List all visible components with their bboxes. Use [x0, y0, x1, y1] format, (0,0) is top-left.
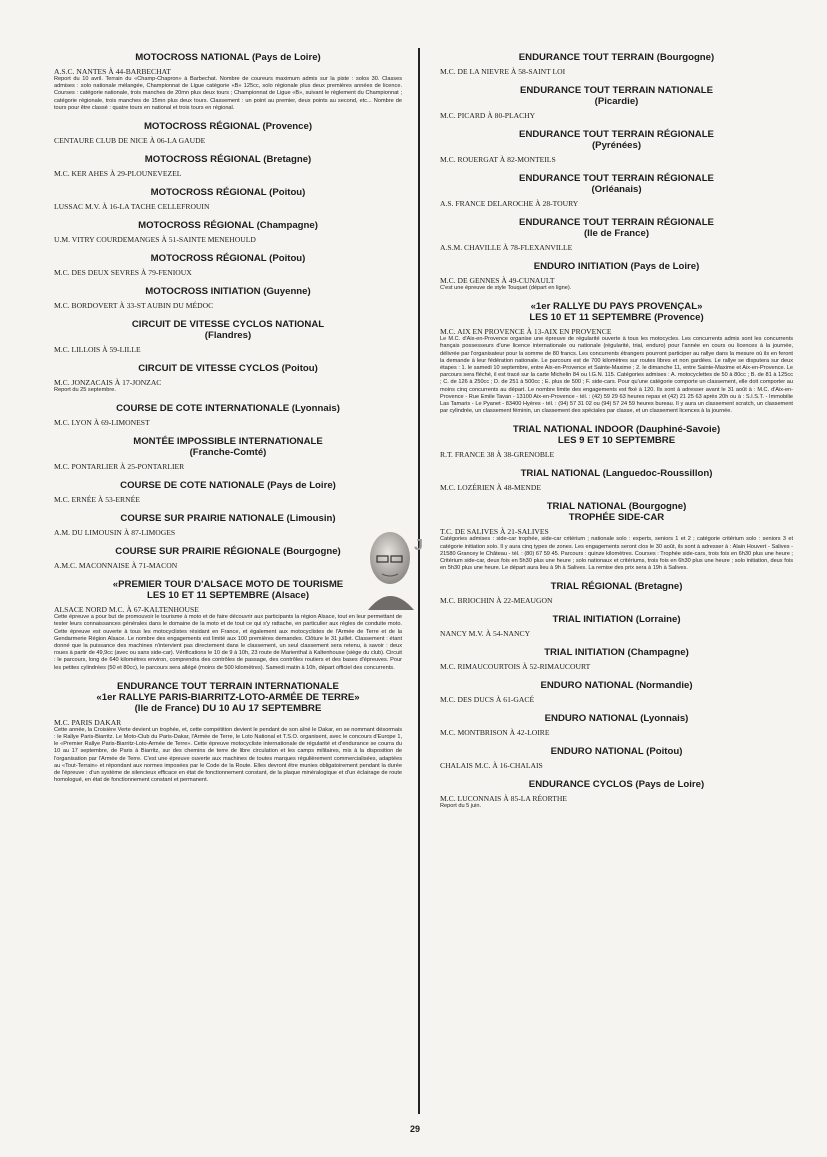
event-title [440, 680, 793, 691]
event-title [440, 129, 793, 151]
organizer-club: ALSACE NORD M.C. À 67-KALTENHOUSE [54, 605, 199, 615]
event-title-text: MOTOCROSS RÉGIONAL (Poitou) [150, 187, 306, 199]
event-entry [54, 546, 402, 570]
event-entry [54, 154, 402, 178]
event-entry [440, 217, 793, 252]
event-entry [440, 680, 793, 704]
event-title [54, 403, 402, 414]
event-title [54, 286, 402, 297]
event-subtitle: LES 9 ET 10 SEPTEMBRE [557, 435, 676, 447]
event-title [54, 187, 402, 198]
event-description: Cette épreuve a pour but de promouvoir le tourisme à moto et de faire découvrir aux participants la région Alsace, tout en leur permettant de tester leurs connaissances générales dans le domaine de la moto et de tout ce qui s'y rattache, en particulier aux règles de conduite moto. Cette épreuve est ouverte à tous les motocyclistes résidant en France, et également aux motocyclistes de l'Armée de Terre et de la Gendarmerie Région Alsace. Le nombre des engagements est limité aux 100 premières demandes. Clôture le 31 juillet. Classement : étant donné que la puissance des machines n'intervient pas directement dans le classement, un seul classement sera retenu, à savoir : deux roues à partir de 49,9cc (avec ou sans side-car). Vérifications le 10 de 9 à 10h, 23 route de Marienthal à Kaltenhouse (siège du club). Circuit : le parcours, long de 640 kilomètres environ, comprendra des contrôles de passage, des contrôles routiers et des bases d'épreuves. Pour les petites cylindrées (50 et 80cc), le parcours sera allégé (moins de 500 kilomètres). Samedi matin à 10h, départ officiel des concurrents. [54, 614, 402, 671]
organizer-club: M.C. PARIS DAKAR [54, 717, 122, 727]
event-title [440, 261, 793, 272]
event-title-text: MOTOCROSS RÉGIONAL (Champagne) [138, 220, 318, 232]
event-entry [54, 121, 402, 145]
event-subtitle: (Picardie) [594, 96, 639, 107]
event-subtitle: (Pyrénées) [591, 140, 642, 151]
event-title [54, 579, 402, 601]
event-entry [54, 681, 402, 785]
organizer-club: LUSSAC M.V. À 16-LA TACHE CELLEFROUIN [54, 202, 210, 212]
event-title-text: ENDURANCE TOUT TERRAIN RÉGIONALE [519, 173, 714, 184]
portrait-photo [360, 520, 432, 620]
event-entry [54, 187, 402, 211]
organizer-club: M.C. JONZACAIS À 17-JONZAC [54, 378, 162, 388]
event-title [440, 217, 793, 239]
event-entry [440, 261, 793, 292]
organizer-club: A.S. FRANCE DELAROCHE À 28-TOURY [440, 199, 579, 208]
organizer-club: M.C. DE LA NIEVRE À 58-SAINT LOI [440, 67, 566, 76]
organizer-club: M.C. DES DUCS À 61-GACÉ [440, 695, 535, 705]
organizer-club: NANCY M.V. À 54-NANCY [440, 629, 531, 639]
event-title [440, 501, 793, 523]
left-column [54, 52, 402, 793]
event-title-text: ENDURO NATIONAL (Poitou) [550, 746, 683, 758]
event-title-text: TRIAL NATIONAL INDOOR (Dauphiné-Savoie) [512, 424, 721, 436]
organizer-club: CENTAURE CLUB DE NICE À 06-LA GAUDE [54, 136, 206, 146]
event-subtitle: TROPHÉE SIDE-CAR [568, 512, 665, 524]
organizer-club: M.C. MONTBRISON À 42-LOIRE [440, 728, 550, 738]
event-description: Report du 10 avril. Terrain du «Champ-Chapron» à Barbechat. Nombre de coureurs maximum admis sur la piste : solos 30. Classes admises : solo nationale mélangée, Championnat de Ligue catégorie «B» 125cc, solo régionale plus deux premières années de licence. Courses : catégorie nationale, trois manches de 20mn plus deux tours ; Championnat de Ligue «B», suivant le règlement du Championnat ; catégorie régionale, trois manches de 15mn plus deux tours. Classement : un point au premier, deux points au second, etc... Nombre de tours pour être classé : quatre tours en national et trois tours en régional. [54, 76, 402, 111]
event-title-text: MOTOCROSS NATIONAL (Pays de Loire) [135, 52, 321, 63]
organizer-club: M.C. PONTARLIER À 25-PONTARLIER [54, 462, 185, 472]
event-title-text: CIRCUIT DE VITESSE CYCLOS (Poitou) [138, 363, 318, 375]
event-entry [440, 468, 793, 492]
event-subtitle: LES 10 ET 11 SEPTEMBRE (Provence) [529, 312, 704, 324]
event-entry [440, 85, 793, 120]
event-description: C'est une épreuve de style Touquet (départ en ligne). [440, 285, 572, 291]
event-title-text: ENDURANCE CYCLOS (Pays de Loire) [528, 779, 705, 791]
organizer-club: M.C. DE GENNES À 49-CUNAULT [440, 276, 555, 285]
event-entry [54, 513, 402, 537]
organizer-club: A.S.M. CHAVILLE À 78-FLEXANVILLE [440, 243, 573, 252]
event-title-text: ENDURANCE TOUT TERRAIN INTERNATIONALE [117, 680, 339, 692]
event-title-text: MOTOCROSS RÉGIONAL (Provence) [143, 121, 313, 133]
event-title-text: ENDURANCE TOUT TERRAIN NATIONALE [519, 85, 714, 96]
event-description: Cette année, la Croisière Verte devient un trophée, et, cette compétition devient le pendant de son aîné le Dakar, en se nommant désormais : le Rallye Paris-Biarritz. Le Moto-Club du Paris-Dakar, l'Armée de Terre, le Loto National et T.S.O. organisent, avec le concours d'Europe 1, le «Premier Rallye Paris-Biarritz-Loto-Armée de Terre». Cette épreuve motocycliste internationale de régularité et d'endurance se courra du 10 au 17 septembre, de Paris à Biarritz, sur des chemins de terre de libre circulation et les camps militaires, mis à la disposition de l'organisation par l'Armée de Terre. C'est une épreuve ouverte aux machines de toutes marques régulièrement commercialisées, adaptées au «Tout-Terrain» et répondant aux normes imposées par le Code de la Route. Elles devront être munies obligatoirement pendant la durée de l'épreuve : d'un système de silencieux efficace en état de fonctionnement constant, de la plaque minéralogique et d'un éclairage de route homologué, en état de fonctionnement constant et permanent. [54, 726, 402, 784]
organizer-club: M.C. AIX EN PROVENCE À 13-AIX EN PROVENCE [440, 327, 612, 337]
organizer-club: M.C. LYON À 69-LIMONEST [54, 418, 150, 428]
event-entry [440, 713, 793, 737]
event-title [54, 681, 402, 714]
event-title-text: ENDURANCE TOUT TERRAIN RÉGIONALE [519, 217, 714, 228]
organizer-club: A.M. DU LIMOUSIN À 87-LIMOGES [54, 528, 176, 538]
organizer-club: M.C. LUCONNAIS À 85-LA RÉORTHE [440, 794, 567, 804]
organizer-club: M.C. BRIOCHIN À 22-MEAUGON [440, 596, 553, 606]
event-title [440, 301, 793, 323]
event-title [440, 746, 793, 757]
event-subtitle: (Franche-Comté) [189, 447, 267, 459]
event-title [54, 480, 402, 491]
organizer-club: M.C. ERNÉE À 53-ERNÉE [54, 495, 140, 505]
event-title [54, 253, 402, 264]
event-entry [54, 286, 402, 310]
organizer-club: U.M. VITRY COURDEMANGES À 51-SAINTE MENEHOULD [54, 235, 256, 245]
event-title-text: ENDURANCE TOUT TERRAIN (Bourgogne) [518, 52, 715, 63]
organizer-club: M.C. LILLOIS À 59-LILLE [54, 345, 141, 355]
organizer-club: M.C. KER AHES À 29-PLOUNEVEZEL [54, 169, 182, 179]
event-title [54, 319, 402, 341]
event-title-text: «PREMIER TOUR D'ALSACE MOTO DE TOURISME [112, 579, 344, 591]
event-title [440, 713, 793, 724]
event-title [440, 424, 793, 446]
event-subtitle: (Orléanais) [591, 184, 642, 195]
event-subtitle: (Flandres) [204, 330, 252, 342]
organizer-club: M.C. RIMAUCOURTOIS À 52-RIMAUCOURT [440, 662, 591, 672]
event-entry [440, 424, 793, 459]
event-title [54, 363, 402, 374]
event-entry [54, 253, 402, 277]
event-entry [440, 173, 793, 208]
event-title [440, 581, 793, 592]
event-subtitle: «1er RALLYE PARIS-BIARRITZ-LOTO-ARMÉE DE TERRE» [96, 691, 360, 703]
event-entry [54, 220, 402, 244]
right-column [440, 52, 793, 820]
event-title-text: COURSE SUR PRAIRIE RÉGIONALE (Bourgogne) [115, 546, 341, 558]
event-entry [54, 319, 402, 354]
event-entry [440, 501, 793, 572]
event-title-text: TRIAL INITIATION (Champagne) [544, 647, 689, 659]
page-number: 29 [409, 1124, 420, 1134]
event-title-text: ENDURO NATIONAL (Normandie) [540, 680, 693, 692]
event-entry [54, 403, 402, 427]
event-title-text: MONTÉE IMPOSSIBLE INTERNATIONALE [133, 436, 323, 448]
event-entry [440, 129, 793, 164]
event-title-text: ENDURO INITIATION (Pays de Loire) [533, 261, 700, 272]
svg-text:J: J [414, 537, 423, 554]
organizer-club: A.S.C. NANTES À 44-BARBECHAT [54, 67, 171, 76]
event-title-text: TRIAL INITIATION (Lorraine) [552, 614, 681, 626]
event-title [440, 647, 793, 658]
event-entry [54, 52, 402, 112]
event-entry [440, 52, 793, 76]
event-entry [54, 363, 402, 394]
event-description: Le M.C. d'Aix-en-Provence organise une épreuve de régularité ouverte à tous les motocycles. Les concurrents admis sont les concurrents français possesseurs d'une licence internationale ou nationale (régularité, trial, enduro) pour l'année en cours ou licences à la journée, délivrée par l'organisateur pour la somme de 80 francs. Les concurrents étrangers pourront participer au rallye dans la mesure où ils en feront la demande à leur fédération nationale. Le parcours est de 700 kilomètres sur routes libres et non gardées. Le rallye se disputera sur deux étapes : 1. le samedi 10 septembre, entre Aix-en-Provence et Sainte-Maxime ; 2. le dimanche 11, entre Sainte-Maxime et Aix-en-Provence. Le parcours sera fléché, il est tracé sur la carte Michelin 84 ou I.G.N. 115. Catégories admises : A. motocyclettes de 50 à 80cc ; B. de 81 à 125cc ; C. de 126 à 250cc ; D. de 251 à 500cc ; E. plus de 500 ; F. side-cars. Pour qu'une catégorie comporte un classement, elle doit comporter au moins cinq concurrents au départ. Le nombre limite des engagements est fixé à 120. Ils sont à adresser avant le 31 août à : M.C. d'Aix-en-Provence - Rue Emile Tavan - 13100 Aix-en-Provence - tél. : (42) 59 29 63 heures repas et (42) 21 25 63 après 20h ou à : S.I.S.T. - Immobilie Las Tamaris - Le Pyanet - 83400 Hyères - tél. : (94) 57 31 02 ou (94) 57 24 59 heures bureau. Il y aura un classement scratch, un classement par cylindrée, un classement féminin, un classement des spéciales par classe, et un classement licences à la journée. [440, 336, 793, 415]
event-title-text: CIRCUIT DE VITESSE CYCLOS NATIONAL [131, 319, 325, 331]
event-title-text: COURSE DE COTE NATIONALE (Pays de Loire) [120, 480, 336, 492]
organizer-club: CHALAIS M.C. À 16-CHALAIS [440, 761, 543, 771]
event-title [440, 52, 793, 63]
event-description: Report du 5 juin. [440, 803, 482, 810]
event-title [440, 614, 793, 625]
event-subtitle: (Ile de France) [583, 228, 650, 239]
event-subtitle: LES 10 ET 11 SEPTEMBRE (Alsace) [146, 590, 310, 602]
organizer-club: M.C. ROUERGAT À 82-MONTEILS [440, 155, 556, 164]
event-title [54, 513, 402, 524]
event-title-text: TRIAL NATIONAL (Languedoc-Roussillon) [520, 468, 713, 480]
event-title [440, 468, 793, 479]
event-title-text: COURSE DE COTE INTERNATIONALE (Lyonnais) [116, 403, 340, 415]
event-title [54, 546, 402, 557]
event-title [440, 173, 793, 195]
event-entry [440, 614, 793, 638]
event-entry [440, 581, 793, 605]
event-entry [54, 480, 402, 504]
event-title [440, 85, 793, 107]
event-description: Catégories admises : side-car trophée, side-car critérium ; nationale solo : experts, seniors 1 et 2 ; catégorie critérium solo : seniors 3 et catégorie initiation solo. Il y aura cinq types de zones. Les engagements seront clos le 30 août, ils sont à adresser à : Alain Houvert - Salives - 21580 Grancey le Château - tél. : (80) 67 59 45. Parcours : quinze kilomètres. Courses : Trophée side-cars, trois fois en 6h30 plus une heure ; Critérium side-car, deux fois en 5h30 plus une heure ; solo nationaux et critériums, trois fois en 6h30 plus une heure ; solo initiation, deux fois en 5h30 plus une heure. Le départ aura lieu à 9h à Salives. La remise des prix sera à 19h à Salives. [440, 536, 793, 572]
organizer-club: M.C. BORDOVERT À 33-ST AUBIN DU MÉDOC [54, 301, 214, 311]
event-title-text: TRIAL RÉGIONAL (Bretagne) [550, 581, 683, 593]
event-title-text: MOTOCROSS INITIATION (Guyenne) [145, 286, 311, 298]
organizer-club: M.C. DES DEUX SEVRES À 79-FENIOUX [54, 268, 192, 278]
event-title-text: MOTOCROSS RÉGIONAL (Bretagne) [144, 154, 312, 166]
event-title [440, 779, 793, 790]
event-title-text: MOTOCROSS RÉGIONAL (Poitou) [150, 253, 306, 265]
event-title [54, 436, 402, 458]
organizer-club: M.C. LOZÉRIEN À 48-MENDE [440, 483, 542, 493]
event-title [54, 154, 402, 165]
event-description: Report du 25 septembre. [54, 387, 116, 394]
event-title [54, 52, 402, 63]
event-title-text: «1er RALLYE DU PAYS PROVENÇAL» [530, 301, 703, 313]
event-entry [440, 647, 793, 671]
event-entry [54, 436, 402, 471]
event-title [54, 220, 402, 231]
event-title [54, 121, 402, 132]
event-title-text: ENDURO NATIONAL (Lyonnais) [544, 713, 689, 725]
event-entry [54, 579, 402, 672]
event-title-text: ENDURANCE TOUT TERRAIN RÉGIONALE [519, 129, 714, 140]
organizer-club: R.T. FRANCE 38 À 38-GRENOBLE [440, 450, 555, 460]
event-title-text: COURSE SUR PRAIRIE NATIONALE (Limousin) [120, 513, 336, 525]
organizer-club: A.M.C. MACONNAISE À 71-MACON [54, 561, 178, 571]
event-subtitle: (Ile de France) DU 10 AU 17 SEPTEMBRE [134, 702, 322, 714]
event-entry [440, 301, 793, 415]
organizer-club: M.C. PICARD À 80-PLACHY [440, 111, 536, 120]
event-title-text: TRIAL NATIONAL (Bourgogne) [546, 501, 687, 513]
event-entry [440, 746, 793, 770]
event-entry [440, 779, 793, 810]
organizer-club: T.C. DE SALIVES À 21-SALIVES [440, 527, 549, 537]
